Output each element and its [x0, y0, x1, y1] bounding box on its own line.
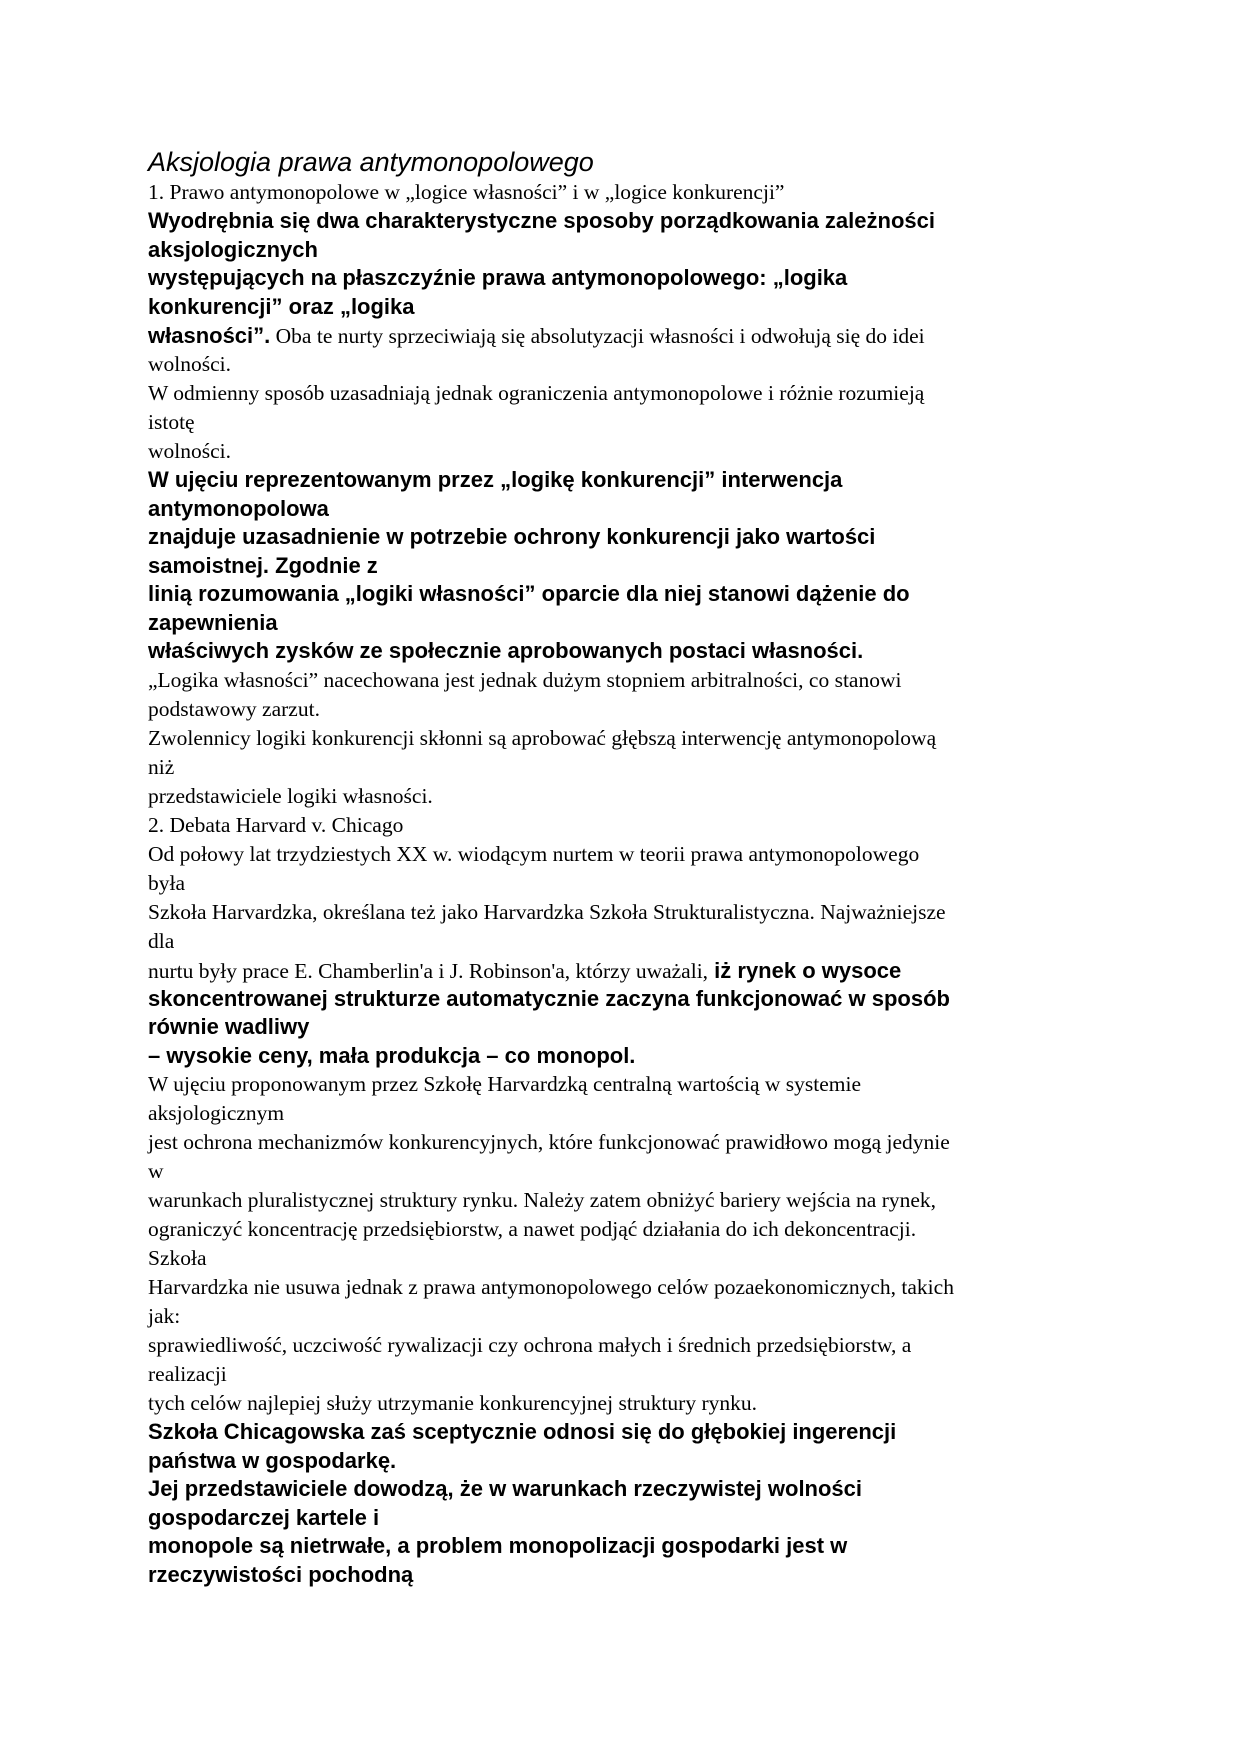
- paragraph-line: właściwych zysków ze społecznie aprobowanych postaci własności.: [148, 638, 864, 663]
- paragraph-line: jak:: [148, 1304, 181, 1328]
- paragraph-line: równie wadliwy: [148, 1014, 310, 1039]
- paragraph-line: wolności.: [148, 352, 232, 376]
- paragraph-line: Od połowy lat trzydziestych XX w. wiodącym nurtem w teorii prawa antymonopolowego: [148, 841, 920, 866]
- section-2-heading: 2. Debata Harvard v. Chicago: [148, 812, 404, 837]
- paragraph-line: tych celów najlepiej służy utrzymanie konkurencyjnej struktury rynku.: [148, 1391, 757, 1415]
- paragraph-line: jest ochrona mechanizmów konkurencyjnych, które funkcjonować prawidłowo mogą jedynie: [148, 1130, 950, 1154]
- paragraph-line: realizacji: [148, 1362, 227, 1386]
- paragraph-line: W odmienny sposób uzasadniają jednak ograniczenia antymonopolowe i różnie rozumieją: [148, 381, 925, 405]
- paragraph-line: Wyodrębnia się dwa charakterystyczne sposoby porządkowania zależności: [148, 208, 935, 233]
- paragraph-line: zapewnienia: [148, 609, 278, 635]
- paragraph-line: dla: [148, 928, 175, 953]
- paragraph-line: w: [148, 1159, 164, 1183]
- regular-text: Oba te nurty sprzeciwiają się absolutyzacji własności i odwołują się do idei: [270, 324, 925, 348]
- paragraph-line: Zwolennicy logiki konkurencji skłonni są aprobować głębszą interwencję antymonopolową: [148, 725, 937, 750]
- paragraph-line: sprawiedliwość, uczciwość rywalizacji czy ochrona małych i średnich przedsiębiorstw, a: [148, 1333, 912, 1357]
- paragraph-line: samoistnej. Zgodnie z: [148, 552, 378, 578]
- paragraph-line: przedstawiciele logiki własności.: [148, 783, 433, 808]
- bold-text: własności”.: [148, 323, 271, 348]
- paragraph-line: Szkoła Harvardzka, określana też jako Harvardzka Szkoła Strukturalistyczna. Najważniejsze: [148, 899, 946, 924]
- paragraph-line: gospodarczej kartele i: [148, 1504, 380, 1530]
- paragraph-line: konkurencji” oraz „logika: [148, 293, 415, 319]
- paragraph-line: znajduje uzasadnienie w potrzebie ochrony konkurencji jako wartości: [148, 524, 876, 549]
- paragraph-line: była: [148, 870, 186, 895]
- paragraph-line: W ujęciu proponowanym przez Szkołę Harvardzką centralną wartością w systemie: [148, 1072, 862, 1096]
- paragraph-line: ograniczyć koncentrację przedsiębiorstw, a nawet podjąć działania do ich dekoncentracji.: [148, 1217, 917, 1241]
- paragraph-line: niż: [148, 754, 175, 779]
- paragraph-line: aksjologicznym: [148, 1101, 285, 1125]
- paragraph-line: Harvardzka nie usuwa jednak z prawa antymonopolowego celów pozaekonomicznych, takich: [148, 1275, 954, 1299]
- regular-text: nurtu były prace E. Chamberlin'a i J. Robinson'a, którzy uważali,: [148, 958, 709, 983]
- bold-text: iż rynek o wysoce: [708, 957, 902, 983]
- paragraph-line: antymonopolowa: [148, 495, 329, 521]
- paragraph-line: monopole są nietrwałe, a problem monopolizacji gospodarki jest w: [148, 1533, 848, 1558]
- paragraph-line: Szkoła: [148, 1246, 207, 1270]
- paragraph-line: linią rozumowania „logiki własności” oparcie dla niej stanowi dążenie do: [148, 581, 910, 606]
- paragraph-line: – wysokie ceny, mała produkcja – co monopol.: [148, 1042, 636, 1068]
- paragraph-line: warunkach pluralistycznej struktury rynku. Należy zatem obniżyć bariery wejścia na rynek,: [148, 1188, 937, 1212]
- paragraph-line: [148, 956, 1098, 985]
- paragraph-line: „Logika własności” nacechowana jest jednak dużym stopniem arbitralności, co stanowi: [148, 667, 902, 692]
- paragraph-line: aksjologicznych: [148, 236, 318, 262]
- paragraph-line: [148, 321, 1098, 350]
- paragraph-line: rzeczywistości pochodną: [148, 1561, 414, 1587]
- paragraph-line: występujących na płaszczyźnie prawa antymonopolowego: „logika: [148, 265, 848, 290]
- paragraph-line: W ujęciu reprezentowanym przez „logikę konkurencji” interwencja: [148, 467, 843, 492]
- paragraph-line: Jej przedstawiciele dowodzą, że w warunkach rzeczywistej wolności: [148, 1476, 863, 1501]
- paragraph-line: podstawowy zarzut.: [148, 696, 320, 721]
- paragraph-line: wolności.: [148, 439, 232, 463]
- paragraph-line: państwa w gospodarkę.: [148, 1447, 397, 1473]
- document-page: [148, 146, 1098, 1589]
- paragraph-line: skoncentrowanej strukturze automatycznie zaczyna funkcjonować w sposób: [148, 985, 950, 1011]
- document-title: Aksjologia prawa antymonopolowego: [148, 147, 594, 177]
- paragraph-line: Szkoła Chicagowska zaś sceptycznie odnosi się do głębokiej ingerencji: [148, 1419, 897, 1444]
- paragraph-line: istotę: [148, 410, 195, 434]
- section-1-heading: 1. Prawo antymonopolowe w „logice własności” i w „logice konkurencji”: [148, 180, 785, 204]
